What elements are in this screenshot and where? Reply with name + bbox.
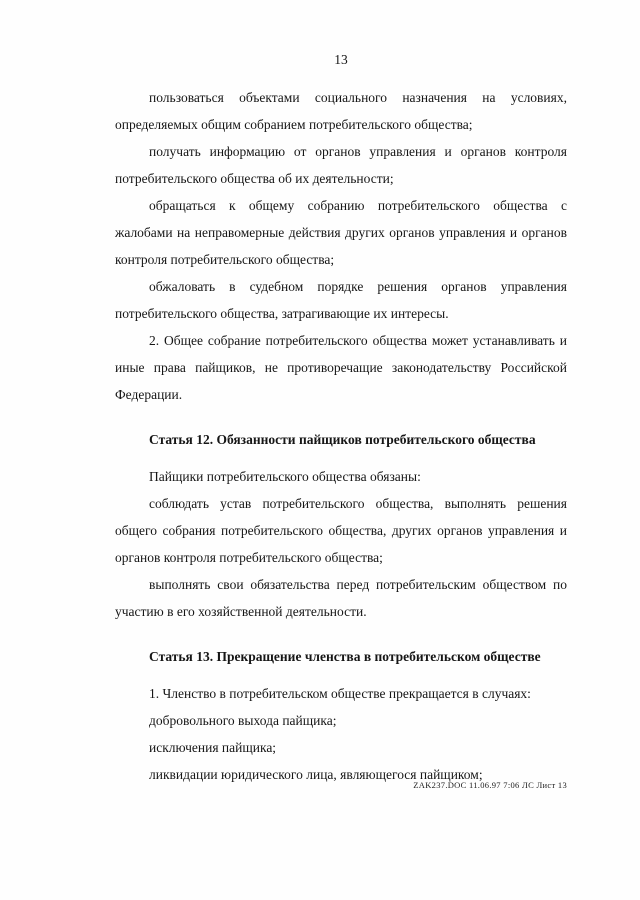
article-heading: Статья 13. Прекращение членства в потребительском обществе [149, 649, 541, 664]
article-heading: Статья 12. Обязанности пайщиков потребительского общества [149, 432, 536, 447]
footer-stamp: ZAK237.DOC 11.06.97 7:06 ЛС Лист 13 [413, 780, 567, 790]
page-number: 13 [334, 52, 348, 67]
paragraph: получать информацию от органов управления и органов контроля потребительского общества об их деятельности; [115, 144, 567, 186]
paragraph: исключения пайщика; [149, 740, 277, 755]
paragraph: выполнять свои обязательства перед потребительским обществом по участию в его хозяйственной деятельности. [115, 577, 567, 619]
paragraph: пользоваться объектами социального назначения на условиях, определяемых общим собранием потребительского общества; [115, 90, 567, 132]
paragraph: добровольного выхода пайщика; [149, 713, 337, 728]
paragraph: 2. Общее собрание потребительского общества может устанавливать и иные права пайщиков, не противоречащие законодательству Российской Федерации. [115, 333, 567, 402]
paragraph: обжаловать в судебном порядке решения органов управления потребительского общества, затрагивающие их интересы. [115, 279, 567, 321]
text-block [115, 84, 567, 788]
paragraph: соблюдать устав потребительского общества, выполнять решения общего собрания потребительского общества, других органов управления и органов контроля потребительского общества; [115, 496, 567, 565]
paragraph: обращаться к общему собранию потребительского общества с жалобами на неправомерные действия других органов управления и органов контроля потребительского общества; [115, 198, 567, 267]
paragraph: Пайщики потребительского общества обязаны: [149, 469, 421, 484]
paragraph: 1. Членство в потребительском обществе прекращается в случаях: [149, 686, 531, 701]
paragraph: ликвидации юридического лица, являющегося пайщиком; [149, 767, 483, 782]
